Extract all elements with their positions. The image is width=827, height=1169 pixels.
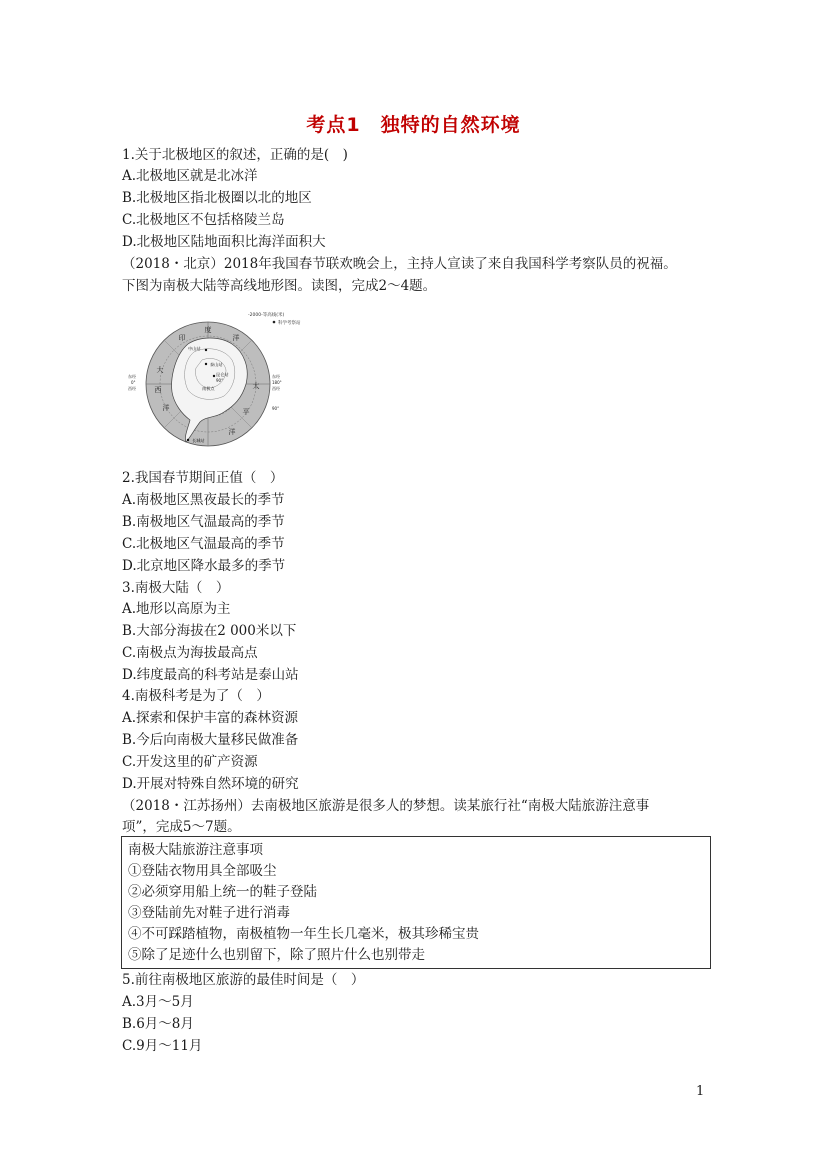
question-4-option-a: A.探索和保护丰富的森林资源 bbox=[122, 710, 299, 726]
question-1-stem: 1.关于北极地区的叙述，正确的是( ) bbox=[122, 147, 348, 163]
antarctica-contour-map bbox=[128, 306, 301, 454]
station-label: 中山站 bbox=[188, 346, 201, 351]
ocean-label: 太 bbox=[252, 382, 260, 390]
question-3-option-c: C.南极点为海拔最高点 bbox=[122, 645, 258, 661]
question-3-stem: 3.南极大陆（ ） bbox=[122, 580, 230, 596]
ocean-label: 印 bbox=[178, 334, 186, 342]
longitude-label: 90° bbox=[272, 406, 280, 411]
question-2-option-a: A.南极地区黑夜最长的季节 bbox=[122, 492, 285, 508]
page-title: 考点1 独特的自然环境 bbox=[306, 114, 521, 136]
page-number: 1 bbox=[696, 1084, 705, 1099]
question-1-option-c: C.北极地区不包括格陵兰岛 bbox=[122, 212, 285, 228]
question-2-option-b: B.南极地区气温最高的季节 bbox=[122, 514, 285, 530]
question-5-stem: 5.前往南极地区旅游的最佳时间是（ ） bbox=[122, 972, 365, 988]
notice-item: ②必须穿用船上统一的鞋子登陆 bbox=[128, 884, 317, 900]
longitude-label: 西经 bbox=[272, 386, 280, 391]
question-3-option-a: A.地形以高原为主 bbox=[122, 601, 231, 617]
intro2-paragraph-line-2: 项”，完成5～7题。 bbox=[122, 819, 241, 835]
question-3-option-d: D.纬度最高的科考站是泰山站 bbox=[122, 667, 299, 683]
legend-contour: -2000-等高线(米) bbox=[248, 313, 285, 318]
station-label: 长城站 bbox=[192, 438, 205, 443]
notice-item: ①登陆衣物用具全部吸尘 bbox=[128, 863, 277, 879]
ocean-label: 度 bbox=[204, 326, 212, 334]
notice-item: ④不可踩踏植物，南极植物一年生长几毫米，极其珍稀宝贵 bbox=[128, 926, 479, 942]
travel-notice-box bbox=[121, 836, 711, 969]
intro2-paragraph-line-1: （2018・江苏扬州）去南极地区旅游是很多人的梦想。读某旅行社“南极大陆旅游注意事 bbox=[122, 798, 650, 814]
longitude-label: 西经 bbox=[128, 386, 136, 391]
longitude-label: 180° bbox=[272, 380, 282, 385]
map-legend bbox=[248, 311, 301, 326]
longitude-label: 东经 bbox=[128, 374, 136, 379]
station-label: 昆仑站 bbox=[216, 372, 229, 377]
ocean-label: 洋 bbox=[228, 428, 236, 436]
intro-paragraph-line-2: 下图为南极大陆等高线地形图。读图，完成2～4题。 bbox=[122, 278, 437, 294]
notice-title: 南极大陆旅游注意事项 bbox=[128, 842, 263, 858]
question-3-option-b: B.大部分海拔在2 000米以下 bbox=[122, 623, 297, 639]
notice-item: ③登陆前先对鞋子进行消毒 bbox=[128, 905, 290, 921]
question-4-stem: 4.南极科考是为了（ ） bbox=[122, 688, 270, 704]
longitude-label: 90° bbox=[216, 378, 224, 383]
question-4-option-b: B.今后向南极大量移民做准备 bbox=[122, 732, 299, 748]
question-5-option-b: B.6月～8月 bbox=[122, 1016, 194, 1032]
ocean-label: 平 bbox=[242, 408, 250, 416]
ocean-label: 洋 bbox=[232, 334, 240, 342]
station-label: 泰山站 bbox=[210, 362, 223, 367]
question-4-option-d: D.开展对特殊自然环境的研究 bbox=[122, 776, 299, 792]
station-label: 南极点 bbox=[202, 386, 215, 391]
ocean-label: 洋 bbox=[162, 404, 170, 412]
question-2-option-d: D.北京地区降水最多的季节 bbox=[122, 558, 286, 574]
longitude-label: 东经 bbox=[272, 374, 280, 379]
question-2-stem: 2.我国春节期间正值（ ） bbox=[122, 470, 284, 486]
legend-station: 科学考察站 bbox=[278, 321, 301, 326]
question-1-option-d: D.北极地区陆地面积比海洋面积大 bbox=[122, 234, 326, 250]
longitude-label: 0° bbox=[131, 380, 136, 385]
question-4-option-c: C.开发这里的矿产资源 bbox=[122, 754, 258, 770]
question-5-option-a: A.3月～5月 bbox=[122, 994, 194, 1010]
question-2-option-c: C.北极地区气温最高的季节 bbox=[122, 536, 285, 552]
question-5-option-c: C.9月～11月 bbox=[122, 1038, 203, 1054]
question-1-option-a: A.北极地区就是北冰洋 bbox=[122, 168, 258, 184]
question-1-option-b: B.北极地区指北极圈以北的地区 bbox=[122, 190, 312, 206]
ocean-label: 大 bbox=[156, 366, 164, 374]
notice-item: ⑤除了足迹什么也别留下，除了照片什么也别带走 bbox=[128, 947, 425, 963]
intro-paragraph-line-1: （2018・北京）2018年我国春节联欢晚会上，主持人宣读了来自我国科学考察队员的祝福。 bbox=[122, 256, 677, 272]
ocean-label: 西 bbox=[154, 386, 162, 394]
